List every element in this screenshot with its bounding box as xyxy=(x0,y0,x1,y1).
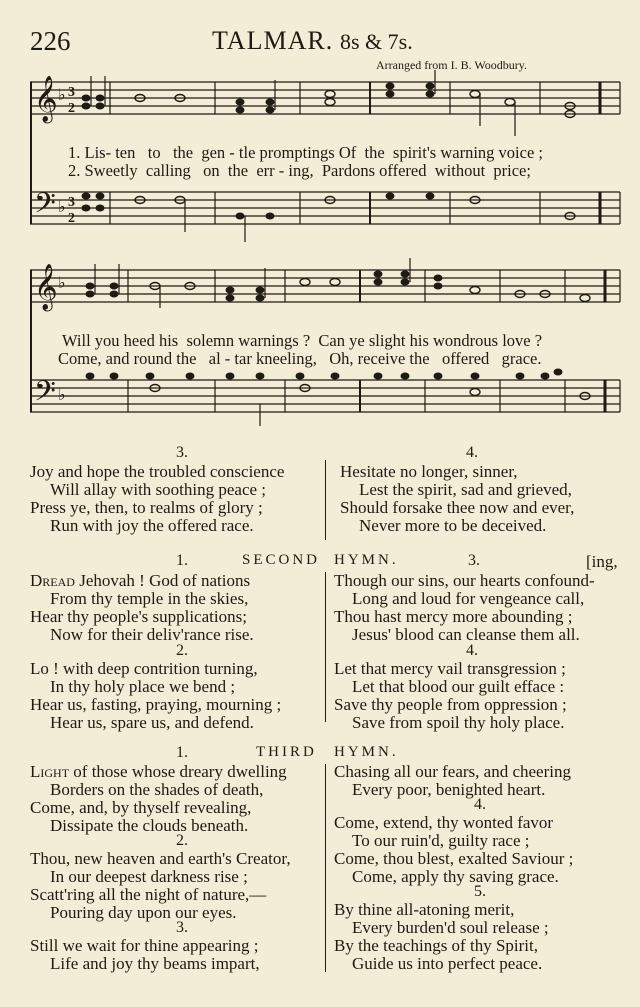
section-heading-third: THIRD xyxy=(256,744,317,760)
verse-line: Hear thy people's supplications; xyxy=(30,607,247,626)
verse-line: Joy and hope the troubled conscience xyxy=(30,462,285,481)
verse-line: Hear us, spare us, and defend. xyxy=(50,713,254,732)
section-heading-hymn: HYMN. xyxy=(334,552,399,568)
verse-line: Jesus' blood can cleanse them all. xyxy=(352,625,580,644)
verse-line: Let that mercy vail transgression ; xyxy=(334,659,566,678)
verse-number: 2. xyxy=(176,642,188,659)
verse-number: 3. xyxy=(468,552,480,569)
verse-line: Lo ! with deep contrition turning, xyxy=(30,659,258,678)
svg-text:2: 2 xyxy=(68,101,75,116)
svg-text:♭: ♭ xyxy=(58,275,66,292)
verse-line: From thy temple in the skies, xyxy=(50,589,249,608)
verse-line: Never more to be deceived. xyxy=(359,516,547,535)
verse-line: Thou, new heaven and earth's Creator, xyxy=(30,849,291,868)
column-divider xyxy=(325,460,326,540)
verse-line: By thine all-atoning merit, xyxy=(334,900,515,919)
svg-text:♭: ♭ xyxy=(58,87,66,104)
tune-meter: 8s & 7s. xyxy=(340,29,413,54)
verse-line: Every poor, benighted heart. xyxy=(352,780,546,799)
verse-line: Let that blood our guilt efface : xyxy=(352,677,565,696)
music-row2-lyric-verse2: Come, and round the al - tar kneeling, Oh, receive the offered grace. xyxy=(58,349,542,368)
verse-line: Thou hast mercy more abounding ; xyxy=(334,607,573,626)
verse-line: Dissipate the clouds beneath. xyxy=(50,816,249,835)
verse-number: 2. xyxy=(176,832,188,849)
verse-line: Long and loud for vengeance call, xyxy=(352,589,585,608)
verse-line: Hesitate no longer, sinner, xyxy=(340,462,518,481)
verse-line: Now for their deliv'rance rise. xyxy=(50,625,254,644)
verse-line: Though our sins, our hearts confound- xyxy=(334,571,595,590)
svg-text:𝄞: 𝄞 xyxy=(34,76,58,121)
verse-line: Come, thou blest, exalted Saviour ; xyxy=(334,849,574,868)
svg-text:3: 3 xyxy=(68,195,75,210)
music-row1-lyric-verse1: 1. Lis- ten to the gen - tle promptings Of the spirit's warning voice ; xyxy=(68,143,543,162)
verse-number: 3. xyxy=(176,444,188,461)
verse-line: Guide us into perfect peace. xyxy=(352,954,543,973)
music-row2-lyric-verse1: Will you heed his solemn warnings ? Can ye slight his wondrous love ? xyxy=(62,331,543,350)
svg-text:𝄞: 𝄞 xyxy=(34,264,58,309)
verse-line: Scatt'ring all the night of nature,— xyxy=(30,885,267,904)
verse-line: Save from spoil thy holy place. xyxy=(352,713,565,732)
verse-number: 4. xyxy=(474,796,486,813)
svg-text:𝄢: 𝄢 xyxy=(34,377,56,414)
verse-line: Pouring day upon our eyes. xyxy=(50,903,237,922)
verse-line: Borders on the shades of death, xyxy=(50,780,264,799)
verse-line: Should forsake thee now and ever, xyxy=(340,498,575,517)
verse-line: To our ruin'd, guilty race ; xyxy=(352,831,530,850)
section-heading-hymn: HYMN. xyxy=(334,744,399,760)
verse-line: In thy holy place we bend ; xyxy=(50,677,236,696)
svg-text:2: 2 xyxy=(68,211,75,226)
verse-line: Chasing all our fears, and cheering xyxy=(334,762,571,781)
verse-line: Come, apply thy saving grace. xyxy=(352,867,559,886)
tune-title: TALMAR. xyxy=(212,26,334,55)
svg-text:3: 3 xyxy=(68,85,75,100)
verse-line: Come, extend, thy wonted favor xyxy=(334,813,554,832)
verse-line: By the teachings of thy Spirit, xyxy=(334,936,538,955)
verse-line: Light of those whose dreary dwelling xyxy=(30,762,287,781)
section-heading-second: SECOND xyxy=(242,552,321,568)
verse-line: In our deepest darkness rise ; xyxy=(50,867,248,886)
svg-text:♭: ♭ xyxy=(58,199,66,216)
verse-line: Save thy people from oppression ; xyxy=(334,695,567,714)
verse-line: Will allay with soothing peace ; xyxy=(50,480,267,499)
music-row1-lyric-verse2: 2. Sweetly calling on the err - ing, Pardons offered without price; xyxy=(68,161,531,180)
verse-number: 4. xyxy=(466,642,478,659)
verse-line: Lest the spirit, sad and grieved, xyxy=(359,480,572,499)
verse-line: Run with joy the offered race. xyxy=(50,516,254,535)
verse-number: 1. xyxy=(176,744,188,761)
overflow-bracket: [ing, xyxy=(586,552,618,571)
verse-line: Come, and, by thyself revealing, xyxy=(30,798,252,817)
verse-number: 1. xyxy=(176,552,188,569)
verse-number: 4. xyxy=(466,444,478,461)
verse-number: 3. xyxy=(176,919,188,936)
verse-number: 5. xyxy=(474,883,486,900)
verse-line: Press ye, then, to realms of glory ; xyxy=(30,498,263,517)
column-divider xyxy=(325,572,326,722)
page-number: 226 xyxy=(30,26,71,56)
arrangement-credit: Arranged from I. B. Woodbury. xyxy=(376,58,528,72)
svg-text:♭: ♭ xyxy=(58,387,66,404)
verse-line: Life and joy thy beams impart, xyxy=(50,954,260,973)
verse-line: Dread Jehovah ! God of nations xyxy=(30,571,251,590)
svg-text:𝄢: 𝄢 xyxy=(34,189,56,226)
verse-line: Still we wait for thine appearing ; xyxy=(30,936,259,955)
verse-line: Every burden'd soul release ; xyxy=(352,918,549,937)
column-divider xyxy=(325,764,326,972)
verse-line: Hear us, fasting, praying, mourning ; xyxy=(30,695,282,714)
